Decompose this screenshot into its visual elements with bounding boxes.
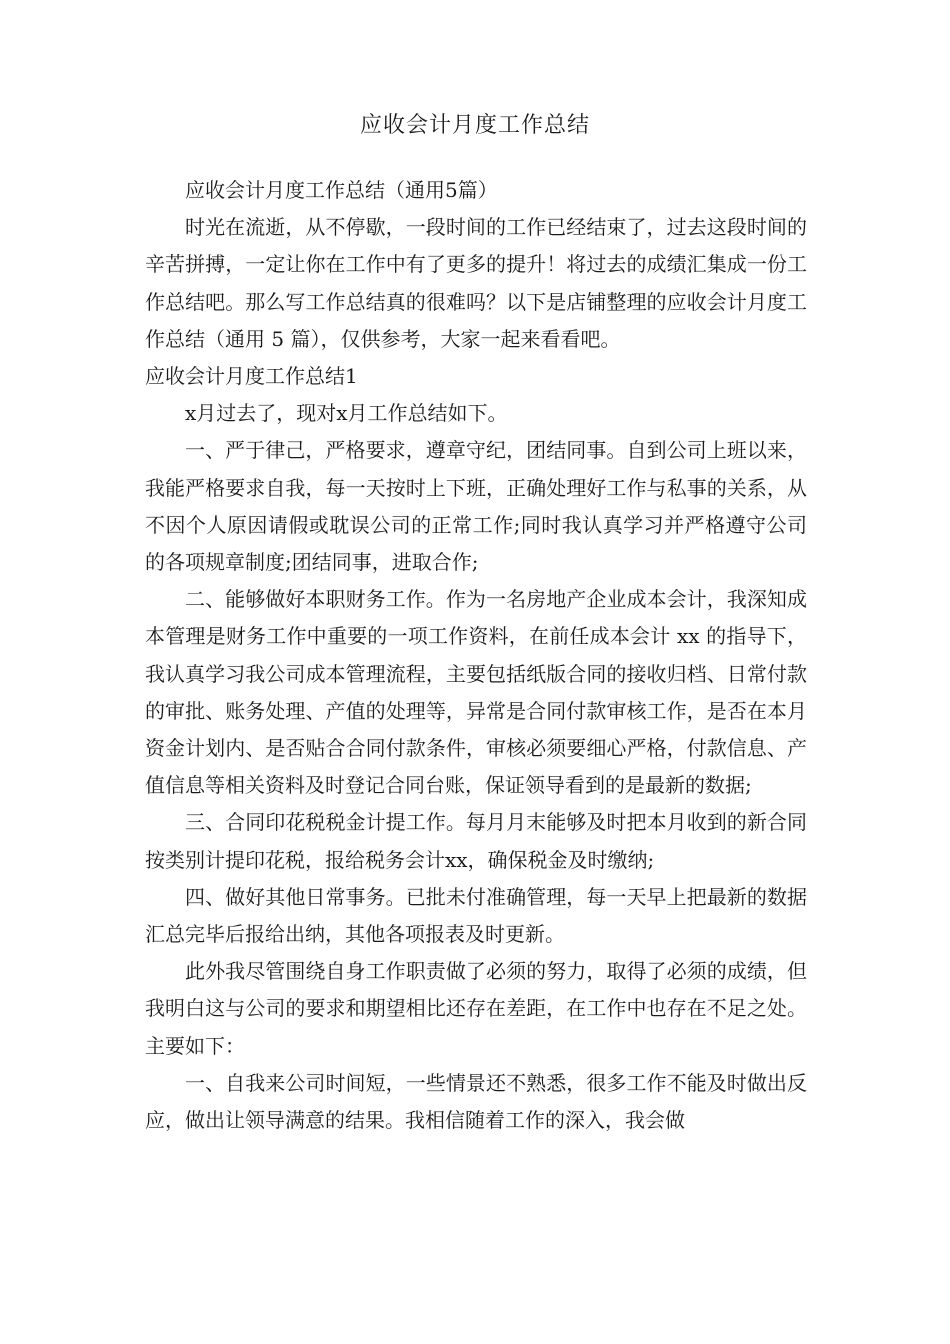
document-body xyxy=(145,172,807,1139)
body-paragraph: 一、严于律己，严格要求，遵章守纪，团结同事。自到公司上班以来，我能严格要求自我，每一天按时上下班，正确处理好工作与私事的关系，从不因个人原因请假或耽误公司的正常工作;同时我认真学习并严格遵守公司的各项规章制度;团结同事，进取合作; xyxy=(145,438,807,575)
intro-paragraph: 时光在流逝，从不停歇，一段时间的工作已经结束了，过去这段时间的辛苦拼搏，一定让你在工作中有了更多的提升！将过去的成绩汇集成一份工作总结吧。那么写工作总结真的很难吗？以下是店铺整理的应收会计月度工作总结（通用 5 篇），仅供参考，大家一起来看看吧。 xyxy=(145,215,807,351)
document-title: 应收会计月度工作总结 xyxy=(359,113,590,138)
body-paragraph: 二、能够做好本职财务工作。作为一名房地产企业成本会计，我深知成本管理是财务工作中重要的一项工作资料，在前任成本会计 xx 的指导下，我认真学习我公司成本管理流程，主要包括纸版合同的接收归档、日常付款的审批、账务处理、产值的处理等，异常是合同付款审核工作，是否在本月资金计划内、是否贴合合同付款条件，审核必须要细心严格，付款信息、产值信息等相关资料及时登记合同台账，保证领导看到的是最新的数据; xyxy=(145,587,807,798)
body-paragraph: 一、自我来公司时间短，一些情景还不熟悉，很多工作不能及时做出反应，做出让领导满意的结果。我相信随着工作的深入，我会做 xyxy=(145,1070,807,1133)
body-paragraph: 四、做好其他日常事务。已批未付准确管理，每一天早上把最新的数据汇总完毕后报给出纳，其他各项报表及时更新。 xyxy=(145,884,807,947)
body-paragraph: 此外我尽管围绕自身工作职责做了必须的努力，取得了必须的成绩，但我明白这与公司的要求和期望相比还存在差距，在工作中也存在不足之处。主要如下： xyxy=(145,959,807,1058)
body-paragraph: 三、合同印花税税金计提工作。每月月末能够及时把本月收到的新合同按类别计提印花税，报给税务会计xx，确保税金及时缴纳; xyxy=(145,810,807,872)
body-paragraph: x月过去了，现对x月工作总结如下。 xyxy=(185,401,508,426)
subtitle-paragraph: 应收会计月度工作总结（通用5篇） xyxy=(185,178,498,202)
section-heading: 应收会计月度工作总结1 xyxy=(145,364,358,389)
